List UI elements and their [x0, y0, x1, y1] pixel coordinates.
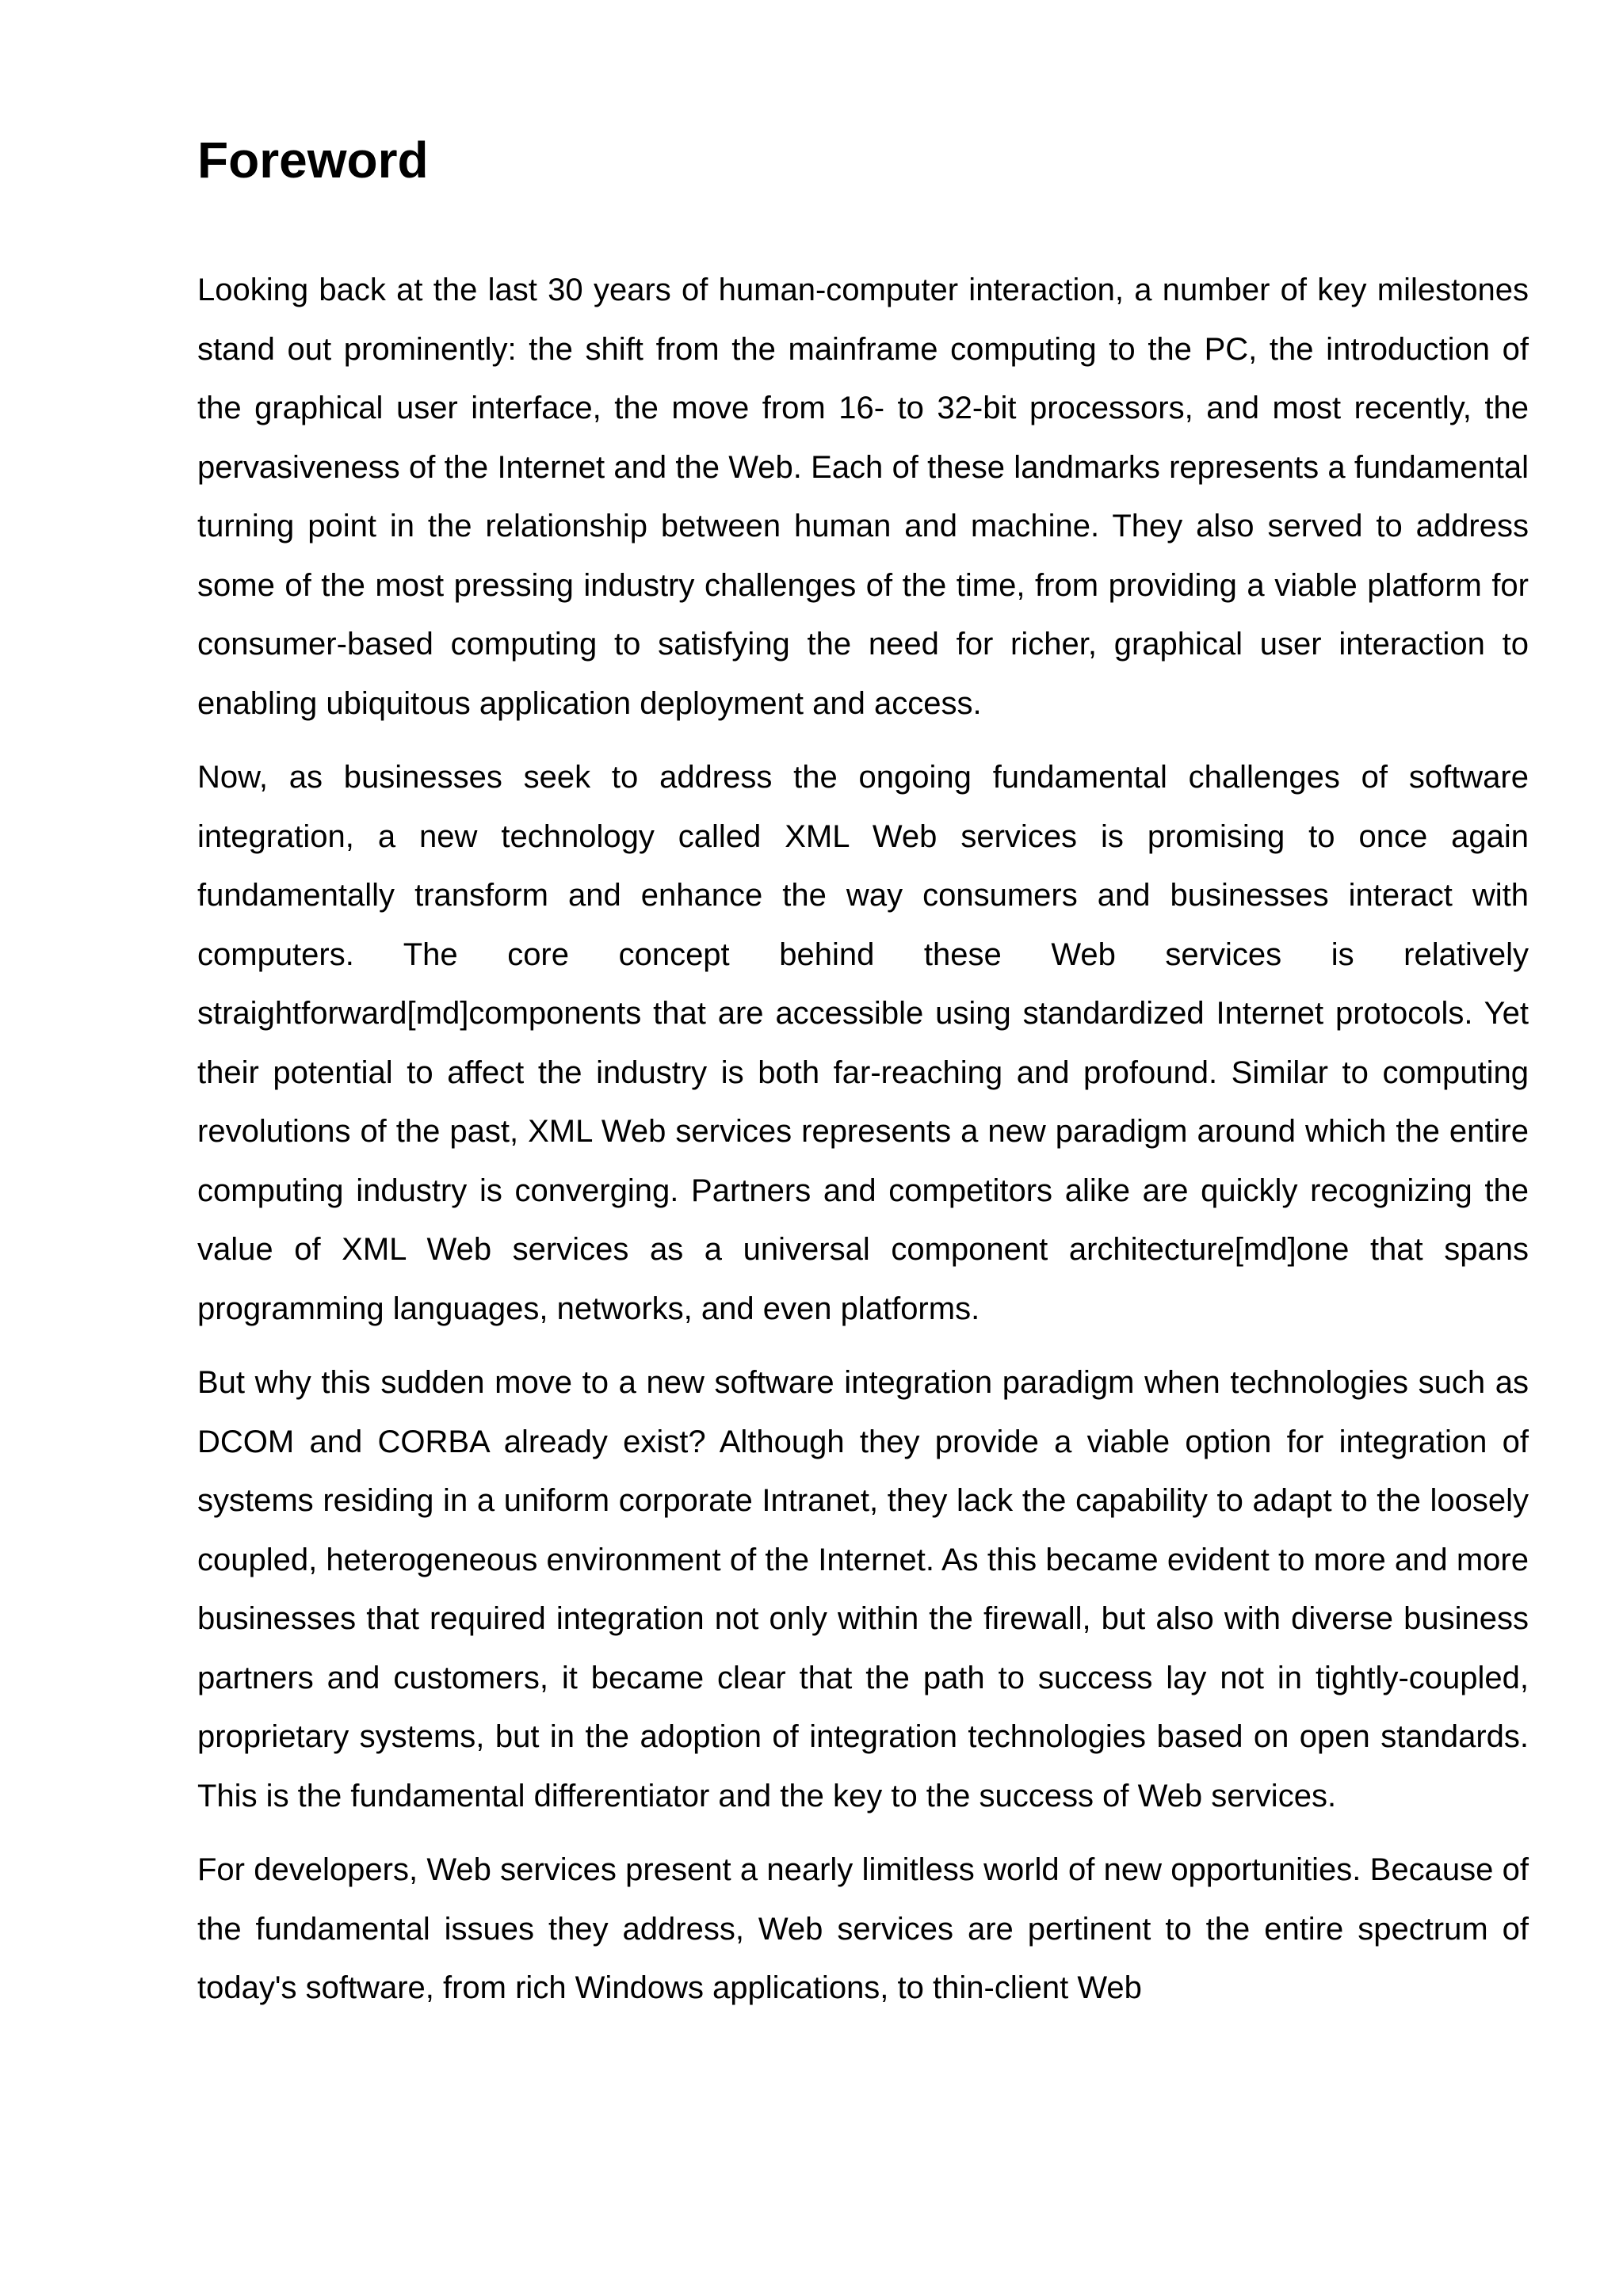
paragraph-1: Looking back at the last 30 years of human-computer interaction, a number of key milestones stand out prominently: the shift from the mainframe computing to the PC, the introduction of the graphical user interface, the move from 16- to 32-bit processors, and most recently, the pervasiveness of the Internet and the Web. Each of these landmarks represents a fundamental turning point in the relationship between human and machine. They also served to address some of the most pressing industry challenges of the time, from providing a viable platform for consumer-based computing to satisfying the need for richer, graphical user interaction to enabling ubiquitous application deployment and access. [197, 273, 1529, 721]
page-title: Foreword [197, 132, 429, 189]
paragraph-2: Now, as businesses seek to address the ongoing fundamental challenges of software integration, a new technology called XML Web services is promising to once again fundamentally transform and enhance the way consumers and businesses interact with computers. The core concept behind these Web services is relatively straightforward[md]components that are accessible using standardized Internet protocols. Yet their potential to affect the industry is both far-reaching and profound. Similar to computing revolutions of the past, XML Web services represents a new paradigm around which the entire computing industry is converging. Partners and competitors alike are quickly recognizing the value of XML Web services as a universal component architecture[md]one that spans programming languages, networks, and even platforms. [197, 760, 1529, 1326]
paragraph-4: For developers, Web services present a nearly limitless world of new opportunities. Because of the fundamental issues they address, Web services are pertinent to the entire spectrum of today's software, from rich Windows applications, to thin-client Web [197, 1852, 1529, 2005]
document-page [197, 132, 1529, 2033]
paragraph-3: But why this sudden move to a new software integration paradigm when technologies such as DCOM and CORBA already exist? Although they provide a viable option for integration of systems residing in a uniform corporate Intranet, they lack the capability to adapt to the loosely coupled, heterogeneous environment of the Internet. As this became evident to more and more businesses that required integration not only within the firewall, but also with diverse business partners and customers, it became clear that the path to success lay not in tightly-coupled, proprietary systems, but in the adoption of integration technologies based on open standards. This is the fundamental differentiator and the key to the success of Web services. [197, 1365, 1529, 1814]
